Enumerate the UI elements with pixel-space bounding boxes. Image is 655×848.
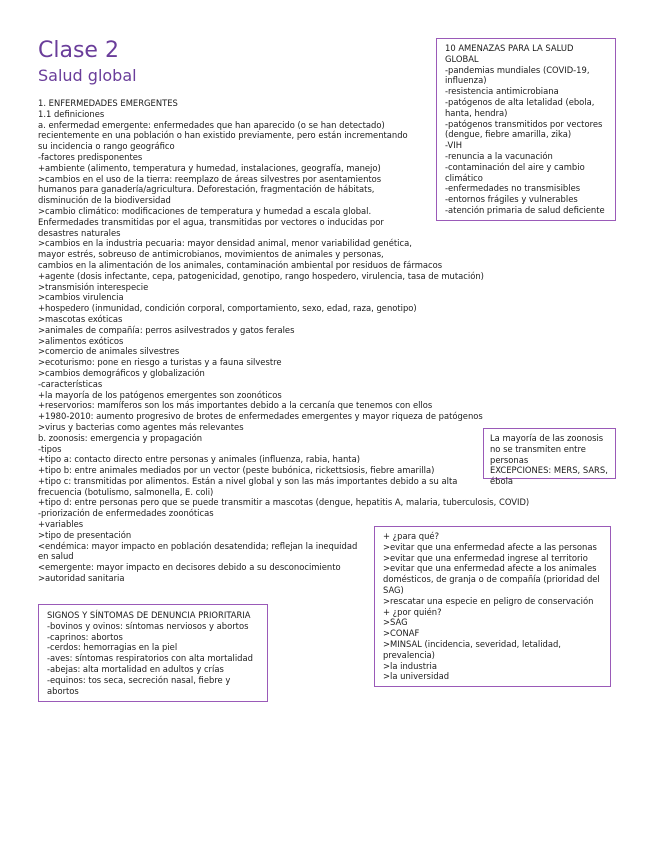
notes-line: +tipo a: contacto directo entre personas y animales (influenza, rabia, hanta) [38,454,360,465]
notes-line: mayor estrés, sobreuso de antimicrobianos, movimientos de animales y personas, [38,249,384,260]
notes-line: >animales de compañía: perros asilvestrados y gatos ferales [38,324,295,335]
notes-line: 1.1 definiciones [38,108,105,119]
notes-line: +reservorios: mamíferos son los más importantes debido a la cercanía que tenemos con ellos [38,400,433,411]
notes-line: <endémica: mayor impacto en población desatendida; reflejan la inequidad [38,540,358,551]
notes-line: >virus y bacterias como agentes más relevantes [38,421,244,432]
threats-line: -enfermedades no transmisibles [445,183,581,194]
page-subtitle: Salud global [38,66,137,85]
threats-line: 10 AMENAZAS PARA LA SALUD GLOBAL [445,43,574,64]
notes-line: >ecoturismo: pone en riesgo a turistas y a fauna silvestre [38,357,282,368]
notes-line: +ambiente (alimento, temperatura y humedad, instalaciones, geografía, manejo) [38,162,381,173]
notes-line: >cambios virulencia [38,292,124,303]
threats-line: -atención primaria de salud deficiente [445,204,605,215]
threats-line: -entornos frágiles y vulnerables [445,194,578,205]
notes-line: cambios en la alimentación de los animales, contaminación ambiental por residuos de fármacos [38,259,443,270]
purpose-line: + ¿por quién? [383,606,442,617]
signs-line: -aves: síntomas respiratorios con alta mortalidad [47,653,253,664]
notes-line: +tipo c: transmitidas por alimentos. Están a nivel global y son las más importantes debido a su alta [38,475,458,486]
notes-line: 1. ENFERMEDADES EMERGENTES [38,98,178,108]
notes-line: >cambios demográficos y globalización [38,367,205,378]
threats-line: -patógenos de alta letalidad (ebola, hanta, hendra) [445,96,595,118]
notes-line: >alimentos exóticos [38,335,124,346]
zoonosis-line: EXCEPCIONES: MERS, SARS, ébola [490,465,608,487]
notes-line: recientemente en una población o han existido previamente, pero están incrementando [38,130,408,141]
notes-line: su incidencia o rango geográfico [38,141,175,152]
notes-line: a. enfermedad emergente: enfermedades que han aparecido (o se han detectado) [38,119,385,130]
notes-line: +variables [38,519,84,530]
notes-line: >cambio climático: modificaciones de temperatura y humedad a escala global. [38,205,372,216]
zoonosis-line: La mayoría de las zoonosis no se transmiten entre personas [490,433,604,465]
notes-line: +tipo d: entre personas pero que se puede transmitir a mascotas (dengue, hepatitis A, malaria, tuberculosis, COVID) [38,497,530,508]
purpose-line: >evitar que una enfermedad afecte a las personas [383,541,597,552]
notes-line: +agente (dosis infectante, cepa, patogenicidad, genotipo, rango hospedero, virulencia, tasa de mutación) [38,270,484,281]
signs-symptoms-box [38,604,268,702]
threats-line: -contaminación del aire y cambio climático [445,161,585,183]
purpose-line: >la universidad [383,671,450,682]
signs-line: -cerdos: hemorragias en la piel [47,642,178,653]
threats-line: -patógenos transmitidos por vectores (dengue, fiebre amarilla, zika) [445,118,603,140]
notes-line: >comercio de animales silvestres [38,346,180,357]
notes-line: b. zoonosis: emergencia y propagación [38,432,203,443]
notes-line: +1980-2010: aumento progresivo de brotes de enfermedades emergentes y mayor riqueza de patógenos [38,411,483,422]
notes-line: >transmisión interespecie [38,281,149,292]
signs-line: -equinos: tos seca, secreción nasal, fiebre y abortos [47,674,231,696]
notes-line: Enfermedades transmitidas por el agua, transmitidas por vectores o inducidas por [38,216,384,227]
notes-line: >cambios en el uso de la tierra: reemplazo de áreas silvestres por asentamientos [38,173,382,184]
purpose-line: >evitar que una enfermedad afecte a los animales domésticos, de granja o de compañía (prioridad del SAG) [383,563,600,595]
threats-box [436,38,616,221]
notes-line: +tipo b: entre animales mediados por un vector (peste bubónica, rickettsiosis, fiebre amarilla) [38,465,435,476]
purpose-line: >evitar que una enfermedad ingrese al territorio [383,552,588,563]
purpose-line: + ¿para qué? [383,531,440,541]
notes-line: desastres naturales [38,227,121,238]
notes-line: -priorización de enfermedades zoonóticas [38,508,214,519]
page-title: Clase 2 [38,38,119,63]
notes-line: <emergente: mayor impacto en decisores debido a su desconocimiento [38,562,341,573]
notes-line: disminución de la biodiversidad [38,195,171,206]
threats-line: -pandemias mundiales (COVID-19, influenza) [445,64,590,86]
notes-line: >tipo de presentación [38,529,132,540]
notes-line: +la mayoría de los patógenos emergentes son zoonóticos [38,389,282,400]
zoonosis-note-box [483,428,616,487]
notes-line: +hospedero (inmunidad, condición corporal, comportamiento, sexo, edad, raza, genotipo) [38,303,417,314]
signs-line: -bovinos y ovinos: síntomas nerviosos y abortos [47,620,249,631]
notes-line: >mascotas exóticas [38,313,123,324]
notes-line: >autoridad sanitaria [38,573,125,584]
purpose-line: >SAG [383,617,408,628]
signs-line: SIGNOS Y SÍNTOMAS DE DENUNCIA PRIORITARIA [47,610,251,620]
purpose-line: >rescatar una especie en peligro de conservación [383,595,594,606]
notes-line: >cambios en la industria pecuaria: mayor densidad animal, menor variabilidad genética, [38,238,412,249]
notes-line: frecuencia (botulismo, salmonella, E. coli) [38,486,214,497]
purpose-line: >MINSAL (incidencia, severidad, letalidad, prevalencia) [383,638,561,660]
notes-line: en salud [38,551,74,562]
threats-line: -resistencia antimicrobiana [445,86,559,97]
purpose-line: >CONAF [383,628,420,639]
signs-line: -caprinos: abortos [47,631,123,642]
notes-line: -tipos [38,443,62,454]
notes-line: -características [38,378,103,389]
notes-line: -factores predisponentes [38,151,143,162]
threats-line: -VIH [445,140,463,151]
signs-line: -abejas: alta mortalidad en adultos y crías [47,663,224,674]
purpose-line: >la industria [383,660,437,671]
threats-line: -renuncia a la vacunación [445,150,553,161]
purpose-box [374,526,611,687]
notes-line: humanos para ganadería/agricultura. Deforestación, fragmentación de hábitats, [38,184,375,195]
